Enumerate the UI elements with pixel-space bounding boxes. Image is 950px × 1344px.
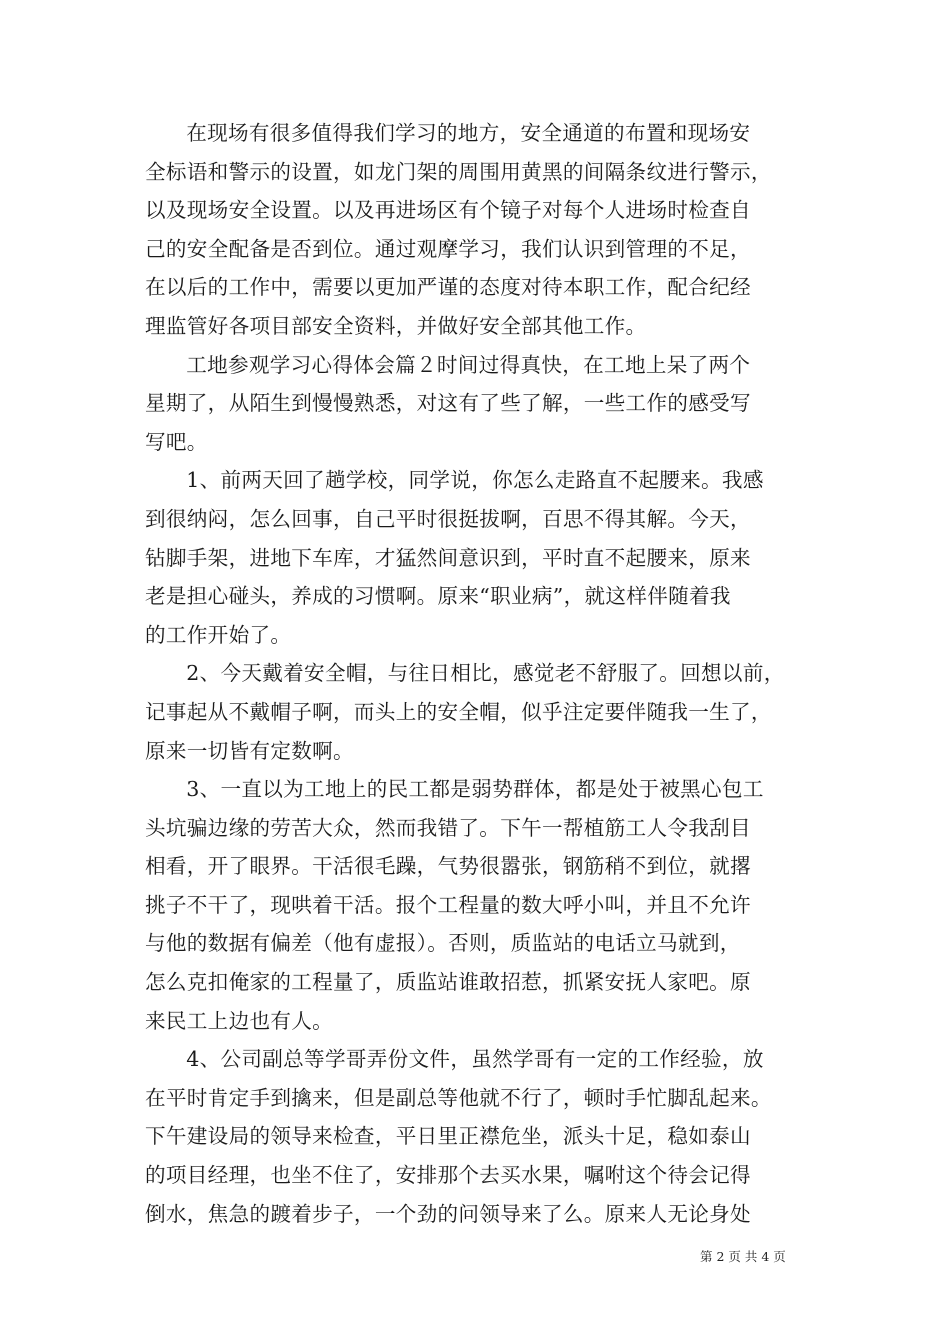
paragraph-3 [145, 461, 811, 654]
text-line: 头坑骗边缘的劳苦大众，然而我错了。下午一帮植筋工人令我刮目 [145, 815, 751, 840]
text-line: 到很纳闷，怎么回事，自己平时很挺拔啊，百思不得其解。今天， [145, 506, 751, 531]
text-line: 写吧。 [145, 429, 208, 454]
text-line: 原来一切皆有定数啊。 [145, 738, 354, 763]
text-line: 与他的数据有偏差（他有虚报）。否则，质监站的电话立马就到， [145, 931, 741, 956]
text-line: 倒水，焦急的踱着步子，一个劲的问领导来了么。原来人无论身处 [145, 1201, 751, 1226]
paragraph-6 [145, 1040, 811, 1233]
text-line: 钻脚手架，进地下车库，才猛然间意识到，平时直不起腰来，原来 [145, 545, 751, 570]
text-line: 1、前两天回了趟学校，同学说，你怎么走路直不起腰来。我感 [186, 468, 764, 493]
text-line: 的项目经理，也坐不住了，安排那个去买水果，嘱咐这个待会记得 [145, 1163, 751, 1188]
text-line: 来民工上边也有人。 [145, 1008, 334, 1033]
text-line: 2、今天戴着安全帽，与往日相比，感觉老不舒服了。回想以前， [186, 661, 785, 686]
text-line: 己的安全配备是否到位。通过观摩学习，我们认识到管理的不足， [145, 236, 751, 261]
text-line: 相看，开了眼界。干活很毛躁，气势很嚣张，钢筋稍不到位，就撂 [145, 854, 751, 879]
text-line: 挑子不干了，现哄着干活。报个工程量的数大呼小叫，并且不允许 [145, 892, 751, 917]
text-line: 怎么克扣俺家的工程量了，质监站谁敢招惹，抓紧安抚人家吧。原 [145, 970, 751, 995]
paragraph-5 [145, 770, 811, 1040]
text-line: 3、一直以为工地上的民工都是弱势群体，都是处于被黑心包工 [186, 777, 764, 802]
text-line: 的工作开始了。 [145, 622, 292, 647]
paragraph-4 [145, 654, 811, 770]
paragraph-1 [145, 114, 811, 346]
text-line: 记事起从不戴帽子啊，而头上的安全帽，似乎注定要伴随我一生了， [145, 699, 772, 724]
text-line: 以及现场安全设置。以及再进场区有个镜子对每个人进场时检查自 [145, 198, 751, 223]
document-body [145, 114, 811, 1233]
text-line: 老是担心碰头，养成的习惯啊。原来“职业病”，就这样伴随着我 [145, 584, 731, 609]
text-line: 工地参观学习心得体会篇２时间过得真快，在工地上呆了两个 [186, 352, 751, 377]
text-line: 理监管好各项目部安全资料，并做好安全部其他工作。 [145, 313, 647, 338]
text-line: 在平时肯定手到擒来，但是副总等他就不行了，顿时手忙脚乱起来。 [145, 1085, 772, 1110]
text-line: 全标语和警示的设置，如龙门架的周围用黄黑的间隔条纹进行警示， [145, 159, 772, 184]
page-number-footer: 第 2 页 共 4 页 [700, 1249, 786, 1264]
text-line: 4、公司副总等学哥弄份文件，虽然学哥有一定的工作经验，放 [186, 1047, 764, 1072]
paragraph-2 [145, 346, 811, 462]
text-line: 下午建设局的领导来检查，平日里正襟危坐，派头十足，稳如泰山 [145, 1124, 751, 1149]
text-line: 在以后的工作中，需要以更加严谨的态度对待本职工作，配合纪经 [145, 275, 751, 300]
text-line: 在现场有很多值得我们学习的地方，安全通道的布置和现场安 [186, 121, 751, 145]
text-line: 星期了，从陌生到慢慢熟悉，对这有了些了解，一些工作的感受写 [145, 391, 751, 416]
